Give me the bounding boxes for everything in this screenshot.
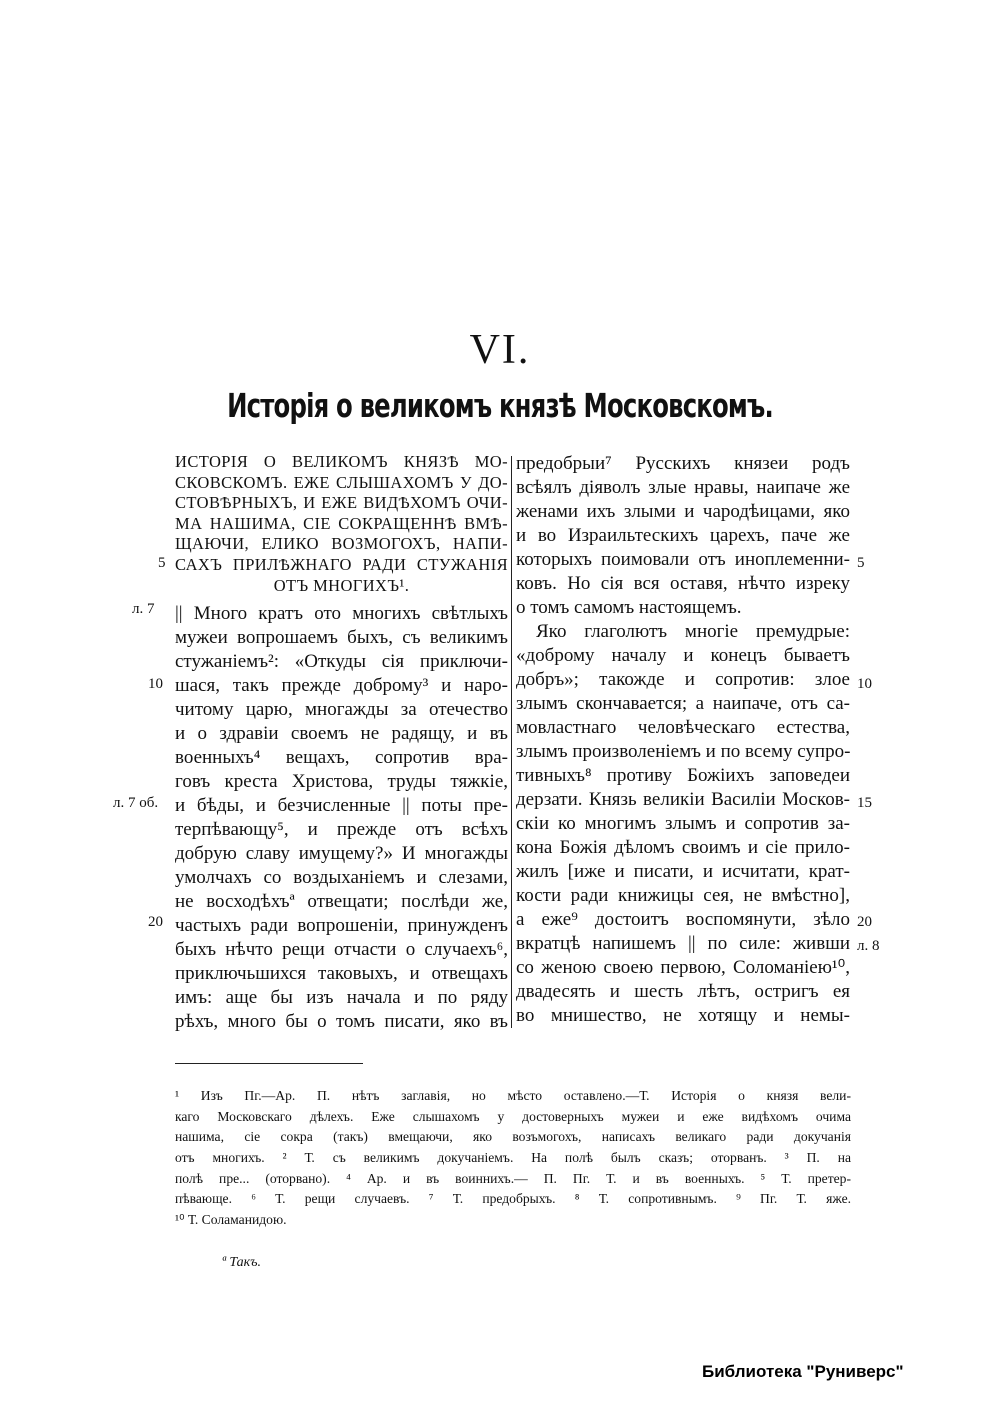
library-stamp: Библиотека "Руниверс"	[702, 1362, 904, 1381]
text-line: женами ихъ злыми и чародѣицами, яко	[516, 501, 850, 522]
text-line: о томъ самомъ настоящемъ.	[516, 597, 742, 618]
text-line: говъ креста Христова, труды тяжкіе,	[175, 771, 508, 793]
text-line: читому царю, многажды за отечество	[175, 699, 508, 721]
text-line: быхъ нѣчто рещи отчасти о случаехъ⁶,	[175, 939, 508, 961]
footnote-rule	[175, 1063, 363, 1064]
text-line: вкратцѣ напишемъ || по силе: живши	[516, 933, 850, 954]
text-line: военныхъ⁴ вещахъ, сопротив вра-	[175, 747, 508, 769]
text-line: всѣялъ діяволъ злые нравы, наипаче же	[516, 477, 850, 498]
heading-line: МА НАШИМА, СІЕ СОКРАЩЕННѢ ВМѢ-	[175, 513, 508, 533]
heading-line: ЩАЮЧИ, ЕЛИКО ВОЗМОГОХЪ, НАПИ-	[175, 534, 508, 554]
editor-note: ª Такъ.	[222, 1255, 261, 1270]
text-line: скіи ко многимъ злымъ и сопротив за-	[516, 813, 850, 834]
text-line: добръ»; такожде и сопротив: злое	[516, 669, 850, 690]
text-line: во мнишество, не хотящу и немы-	[516, 1005, 850, 1026]
text-line: умолчахъ со воздыханіемъ и слезами,	[175, 867, 508, 889]
text-line: не восходѣхъª отвещати; послѣди же,	[175, 891, 508, 913]
text-line: частыхъ ради вопрошеніи, принужденъ	[175, 915, 508, 937]
text-line: терпѣвающу⁵, и прежде отъ всѣхъ	[175, 819, 508, 841]
heading-line: ОТЪ МНОГИХЪ¹.	[273, 575, 410, 595]
text-line: злымъ произволеніемъ и по всему супро-	[516, 741, 850, 762]
text-line: тивныхъ⁸ противу Божіихъ заповедеи	[516, 765, 850, 786]
heading-line: САХЪ ПРИЛѢЖНАГО РАДИ СТУЖАНІЯ	[175, 554, 508, 574]
text-line: кости ради книжицы сея, не вмѣстно],	[516, 885, 850, 906]
left-margin-number: 10	[148, 676, 163, 692]
text-line: мужеи вопрошаемъ быхъ, съ великимъ	[175, 627, 508, 649]
text-line: предобрыи⁷ Русскихъ князеи родъ	[516, 453, 850, 474]
text-line: которыхъ поимовали отъ иноплеменни-	[516, 549, 850, 570]
text-line: злымъ скончавается; а наипаче, отъ са-	[516, 693, 850, 714]
left-margin-number: 20	[148, 914, 163, 930]
heading-line: ИСТОРІЯ О ВЕЛИКОМЪ КНЯЗѢ МО-	[175, 452, 508, 471]
text-line: стужаніемъ²: «Откуды сія приключи-	[175, 651, 508, 673]
text-line: ковъ. Но сія вся оставя, нѣчто изреку	[516, 573, 850, 594]
text-line: двадесять и шесть лѣтъ, остригъ ея	[516, 981, 850, 1002]
right-margin-number: 10	[857, 676, 872, 692]
text-line: приключьшихся таковыхъ, и отвещахъ	[175, 963, 508, 985]
text-line: «доброму началу и конецъ бываетъ	[516, 645, 850, 666]
text-line: со женою своею первою, Соломаніею¹⁰,	[516, 957, 850, 978]
right-margin-number: 20	[857, 914, 872, 930]
footnote-line: ¹ Изъ Пг.—Ар. П. нѣтъ заглавія, но мѣсто оставлено.—Т. Исторія о князя вели-	[175, 1088, 851, 1103]
text-line: а еже⁹ достоитъ воспомянути, зѣло	[516, 909, 850, 930]
footnote-line: полѣ пре... (оторвано). ⁴ Ар. и въ воиннихъ.— П. Пг. Т. и въ военныхъ. ⁵ Т. претер-	[175, 1170, 851, 1186]
left-column	[175, 452, 508, 1034]
footnote-line: ¹⁰ Т. Соламанидою.	[175, 1212, 287, 1228]
footnotes	[175, 1086, 851, 1231]
footnote-line: пѣвающе. ⁶ Т. рещи случаевъ. ⁷ Т. предобрыхъ. ⁸ Т. сопротивнымъ. ⁹ Пг. Т. яже.	[175, 1191, 851, 1207]
left-margin-number: 5	[158, 555, 166, 571]
text-line: и бѣды, и безчисленные || поты пре-	[175, 795, 508, 817]
text-line: добрую славу имущему?» И многажды	[175, 843, 508, 865]
right-margin-number: 15	[857, 795, 872, 811]
column-divider	[511, 456, 512, 1028]
text-line: мовластнаго человѣческаго естества,	[516, 717, 850, 738]
heading-line: СТОВѢРНЫХЪ, И ЕЖЕ ВИДѢХОМЪ ОЧИ-	[175, 493, 508, 513]
text-line: и во Израильтескихъ царехъ, паче же	[516, 525, 850, 546]
chapter-title: Исторія о великомъ князѣ Московскомъ.	[227, 386, 773, 425]
footnote-line: отъ многихъ. ² Т. съ великимъ докучаніемъ. На полѣ былъ сказъ; оторванъ. ³ П. на	[175, 1150, 851, 1166]
right-margin-folio: л. 8	[857, 938, 880, 954]
text-line: кона Божія дѣломъ своимъ и сіе прило-	[516, 837, 850, 858]
text-line: Яко глаголютъ многіе премудрые:	[536, 621, 850, 642]
text-line: имъ: аще бы изъ начала и по ряду	[175, 987, 508, 1009]
right-margin-number: 5	[857, 555, 865, 571]
text-line: || Много кратъ ото многихъ свѣтлыхъ	[175, 603, 508, 625]
text-line: жилъ [иже и писати, и исчитати, крат-	[516, 861, 850, 882]
footnote-line: нашима, сіе сокра (такъ) вмещаючи, яко возъмогохъ, написахъ великаго ради докучанія	[175, 1129, 851, 1145]
footnote-line: каго Московскаго дѣлехъ. Еже слышахомъ у достоверныхъ мужеи и еже видѣхомъ очима	[175, 1108, 851, 1124]
left-margin-folio: л. 7	[132, 601, 155, 617]
right-column	[516, 452, 850, 1028]
chapter-number: VI.	[469, 327, 531, 373]
text-line: дерзати. Князь великіи Василіи Москов-	[516, 789, 850, 810]
text-line: рѣхъ, много бы о томъ писати, яко въ	[175, 1011, 508, 1033]
heading-line: СКОВСКОМЪ. ЕЖЕ СЛЫШАХОМЪ У ДО-	[175, 472, 508, 492]
text-line: и о здравіи своемъ не радящу, и въ	[175, 723, 508, 745]
left-margin-folio: л. 7 об.	[113, 795, 159, 811]
text-line: шася, такъ прежде доброму³ и наро-	[175, 675, 508, 697]
